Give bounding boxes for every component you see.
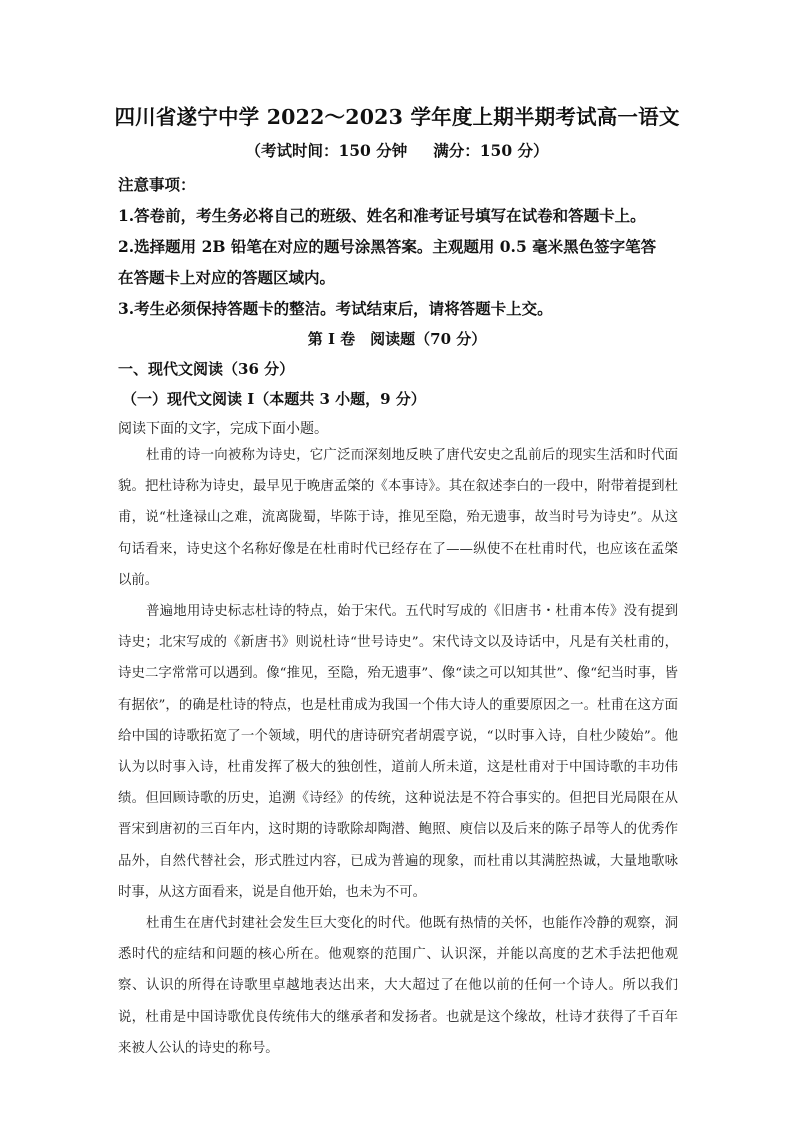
notes-item-2-line-1: 2.选择题用 2B 铅笔在对应的题号涂黑答案。主观题用 0.5 毫米黑色签字笔答: [118, 237, 657, 256]
reading-instruction: 阅读下面的文字，完成下面小题。: [118, 421, 328, 437]
part-one-title: 第 I 卷 阅读题（70 分）: [307, 330, 487, 348]
subsection-one-heading: （一）现代文阅读 I（本题共 3 小题，9 分）: [122, 390, 426, 408]
notes-item-2-line-2: 在答题卡上对应的答题区域内。: [118, 268, 336, 287]
passage-paragraph-2: 普遍地用诗史标志杜诗的特点，始于宋代。五代时写成的《旧唐书・杜甫本传》没有提到诗史；北宋写成的《新唐书》则说杜诗“世号诗史”。宋代诗文以及诗话中，凡是有关杜甫的，诗史二字常常可以遇到。像“推见，至隐，殆无遗事”、像“读之可以知其世”、像“纪当时事，皆有据依”，的确是杜诗的特点，也是杜甫成为我国一个伟大诗人的重要原因之一。杜甫在这方面给中国的诗歌拓宽了一个领域，明代的唐诗研究者胡震亨说，“以时事入诗，自杜少陵始”。他认为以时事入诗，杜甫发挥了极大的独创性，道前人所未道，这是杜甫对于中国诗歌的丰功伟绩。但回顾诗歌的历史，追溯《诗经》的传统，这种说法是不符合事实的。但把目光局限在从晋宋到唐初的三百年内，这时期的诗歌除却陶潜、鲍照、庾信以及后来的陈子昂等人的优秀作品外，自然代替社会，形式胜过内容，已成为普遍的现象，而杜甫以其满腔热诚，大量地歌咏时事，从这方面看来，说是自他开始，也未为不可。: [118, 604, 678, 900]
notes-item-3: 3.考生必须保持答题卡的整洁。考试结束后，请将答题卡上交。: [118, 299, 553, 318]
section-one-heading: 一、现代文阅读（36 分）: [118, 360, 295, 378]
notes-heading: 注意事项：: [118, 175, 196, 194]
notes-item-1: 1.答卷前，考生务必将自己的班级、姓名和准考证号填写在试卷和答题卡上。: [118, 206, 646, 225]
exam-time: （考试时间：150 分钟: [245, 141, 408, 160]
exam-subtitle: [0, 139, 794, 161]
exam-full-score: 满分：150 分）: [433, 141, 549, 160]
passage-paragraph-1: 杜甫的诗一向被称为诗史，它广泛而深刻地反映了唐代安史之乱前后的现实生活和时代面貌。把杜诗称为诗史，最早见于晚唐孟棨的《本事诗》。其在叙述李白的一段中，附带着提到杜甫，说“杜逢禄山之难，流离陇蜀，毕陈于诗，推见至隐，殆无遗事，故当时号为诗史”。从这句话看来，诗史这个名称好像是在杜甫时代已经存在了——纵使不在杜甫时代，也应该在孟棨以前。: [118, 448, 678, 588]
passage-paragraph-3: 杜甫生在唐代封建社会发生巨大变化的时代。他既有热情的关怀，也能作冷静的观察，洞悉时代的症结和问题的核心所在。他观察的范围广、认识深，并能以高度的艺术手法把他观察、认识的所得在诗歌里卓越地表达出来，大大超过了在他以前的任何一个诗人。所以我们说，杜甫是中国诗歌优良传统伟大的继承者和发扬者。也就是这个缘故，杜诗才获得了千百年来被人公认的诗史的称号。: [118, 916, 678, 1056]
exam-title: 四川省遂宁中学 2022～2023 学年度上期半期考试高一语文: [114, 105, 680, 129]
reading-passage: [118, 440, 678, 1064]
